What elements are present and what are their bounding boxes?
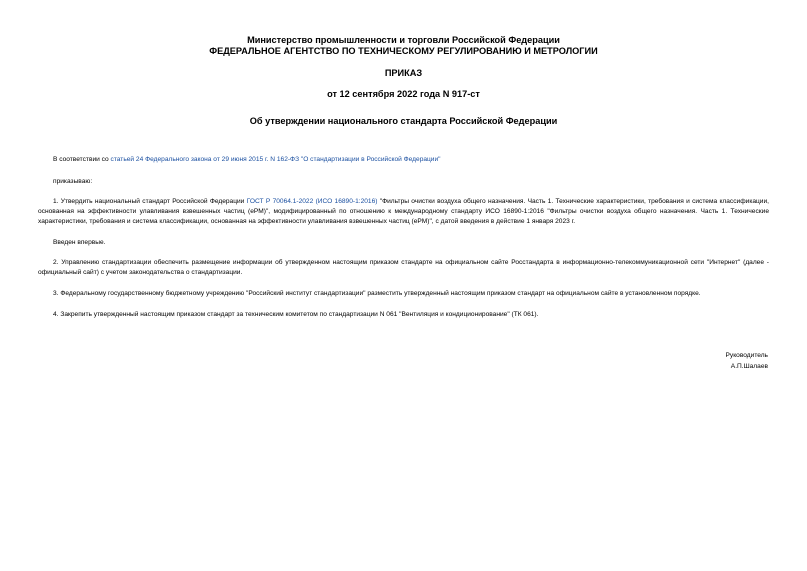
agency-title: ФЕДЕРАЛЬНОЕ АГЕНТСТВО ПО ТЕХНИЧЕСКОМУ РЕГУЛИРОВАНИЮ И МЕТРОЛОГИИ [209, 46, 598, 56]
item-2-paragraph [38, 258, 769, 278]
introduced-paragraph [38, 238, 769, 248]
document-type: ПРИКАЗ [384, 68, 423, 78]
introduced-note: Введен впервые. [53, 239, 106, 246]
item-4-paragraph [38, 310, 769, 320]
item-1-paragraph [38, 197, 769, 227]
order-word-paragraph [38, 177, 769, 187]
ministry-title: Министерство промышленности и торговли Российской Федерации [247, 35, 560, 45]
document-subject: Об утверждении национального стандарта Российской Федерации [249, 116, 558, 126]
signature-name: А.П.Шалаев [730, 363, 768, 370]
preamble-prefix: В соответствии со [53, 156, 111, 163]
item-3-text: 3. Федеральному государственному бюджетному учреждению "Российский институт стандартизации" разместить утвержденный настоящим приказом стандарт на официальном сайте в установленном порядке. [53, 290, 701, 297]
federal-law-link[interactable]: статьей 24 Федерального закона от 29 июня 2015 г. N 162-ФЗ "О стандартизации в Российской Федерации" [110, 156, 441, 163]
order-word: приказываю: [53, 178, 93, 185]
item-3-paragraph [38, 289, 769, 299]
preamble-paragraph [38, 155, 769, 165]
item-4-text: 4. Закрепить утвержденный настоящим приказом стандарт за техническим комитетом по стандартизации N 061 "Вентиляция и кондиционирование" (ТК 061). [53, 311, 539, 318]
item-1-text: "Фильтры очистки воздуха общего назначения. Часть 1. Технические характеристики, требования и система классификации, основанная на эффективности улавливания взвешенных частиц (ePM)", модифицированный по отношению к международному стандарту ИСО 16890-1:2016 "Фильтры очистки воздуха общего назначения. Часть 1. Технические характеристики, требования и система классификации, основанная на эффективности улавливания взвешенных частиц (ePM)", с датой введения в действие 1 января 2023 г. [38, 198, 769, 225]
gost-standard-link[interactable]: ГОСТ Р 70064.1-2022 (ИСО 16890-1:2016) [246, 198, 378, 205]
signature-title: Руководитель [725, 352, 768, 359]
document-date-number: от 12 сентября 2022 года N 917-ст [327, 89, 480, 99]
item-2-text: 2. Управлению стандартизации обеспечить размещение информации об утвержденном настоящим приказом стандарте на официальном сайте Росстандарта в информационно-телекоммуникационной сети "Интернет" (далее - официальный сайт) с учетом законодательства о стандартизации. [38, 259, 769, 276]
item-1-prefix: 1. Утвердить национальный стандарт Российской Федерации [53, 198, 247, 205]
